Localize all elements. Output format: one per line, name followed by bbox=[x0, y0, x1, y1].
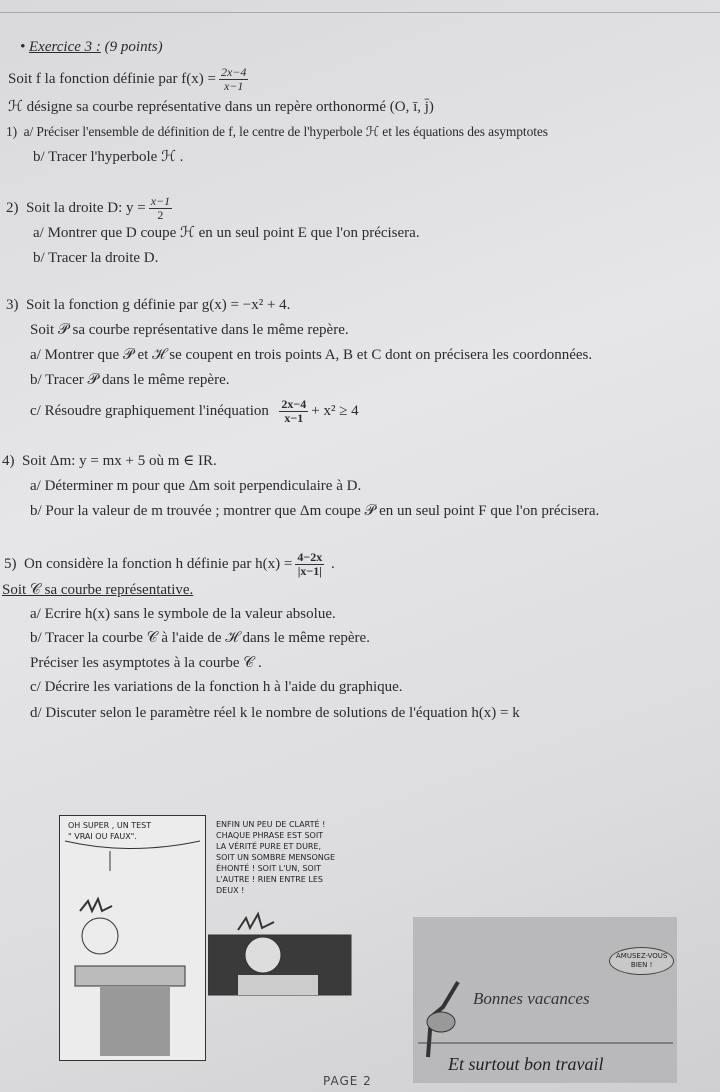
q5-a: a/ Ecrire h(x) sans le symbole de la valeur absolue. bbox=[30, 606, 336, 622]
q3-number: 3) bbox=[6, 297, 19, 313]
calvin-writing-icon bbox=[208, 815, 353, 1059]
numerator: 4−2x bbox=[297, 550, 323, 564]
q5-c: c/ Décrire les variations de la fonction h à l'aide du graphique. bbox=[30, 679, 403, 695]
denominator: 2 bbox=[157, 208, 164, 222]
q5-b: b/ Tracer la courbe 𝒞 à l'aide de ℋ dans le même repère. bbox=[30, 630, 370, 646]
q5-line: 5) On considère la fonction h définie par h(x) = $\frac{4-2x}{|x-1|}$ . bbox=[4, 550, 335, 578]
q5-curve: Soit 𝒞 sa courbe représentative. bbox=[2, 582, 194, 598]
q2-text: Soit la droite D: y = bbox=[26, 199, 146, 216]
comic-panel-2 bbox=[208, 815, 353, 1059]
comic-bubble-1: OH SUPER , UN TEST " VRAI OU FAUX". bbox=[68, 821, 152, 841]
exercise-points: (9 points) bbox=[104, 39, 163, 55]
fraction bbox=[149, 195, 172, 222]
q3-p: Soit 𝒫 sa courbe représentative dans le même repère. bbox=[30, 322, 349, 338]
intro-line bbox=[8, 66, 251, 93]
q3-a: a/ Montrer que 𝒫 et ℋ se coupent en trois points A, B et C dont on précisera les coordonnées. bbox=[30, 347, 593, 363]
q4-line bbox=[2, 452, 217, 470]
q1-b: b/ Tracer l'hyperbole ℋ . bbox=[33, 149, 184, 165]
q4-a: a/ Déterminer m pour que Δm soit perpendiculaire à D. bbox=[30, 478, 362, 494]
page-edge-line bbox=[0, 12, 720, 13]
q3-text: Soit la fonction g définie par g(x) = −x² + 4. bbox=[26, 297, 291, 313]
q2-b: b/ Tracer la droite D. bbox=[33, 250, 159, 266]
vacation-card bbox=[413, 917, 677, 1083]
denominator: x−1 bbox=[223, 79, 244, 93]
comic-panel-1 bbox=[59, 815, 206, 1061]
q5-text: On considère la fonction h définie par h(x) = bbox=[24, 555, 293, 572]
q1-a-line bbox=[6, 123, 548, 141]
comic-bubble-2: ENFIN UN PEU DE CLARTÉ ! CHAQUE PHRASE EST SOIT LA VÉRITÉ PURE ET DURE, SOIT UN SOMBRE MENSONGE ÉHONTÉ ! SOIT L'UN, SOIT L'AUTRE ! RIEN ENTRE LES DEUX ! bbox=[216, 820, 336, 895]
q5-number: 5) bbox=[4, 555, 17, 572]
q4-number: 4) bbox=[2, 453, 15, 469]
curve-definition: ℋ désigne sa courbe représentative dans un repère orthonormé (O, ī, j̄) bbox=[8, 99, 434, 115]
numerator: x−1 bbox=[150, 194, 171, 208]
fraction bbox=[279, 398, 308, 425]
q5-d: d/ Discuter selon le paramètre réel k le nombre de solutions de l'équation h(x) = k bbox=[30, 705, 520, 721]
q4-text: Soit Δm: y = mx + 5 où m ∈ IR. bbox=[22, 453, 217, 469]
q3-line bbox=[6, 296, 290, 314]
q2-a: a/ Montrer que D coupe ℋ en un seul point E que l'on précisera. bbox=[33, 225, 420, 241]
denominator: |x−1| bbox=[297, 564, 322, 578]
q3-c: c/ Résoudre graphiquement l'inéquation bbox=[30, 402, 269, 419]
q3-c-rest: + x² ≥ 4 bbox=[311, 402, 359, 419]
q2-number: 2) bbox=[6, 199, 19, 216]
card-title: Bonnes vacances bbox=[473, 989, 590, 1008]
fraction bbox=[295, 551, 324, 578]
page-number: PAGE 2 bbox=[323, 1074, 372, 1088]
fraction bbox=[219, 66, 248, 93]
intro-text: Soit f la fonction définie par f(x) = bbox=[8, 70, 216, 87]
q3-c-line bbox=[30, 398, 359, 425]
calvin-drawing-icon bbox=[60, 816, 205, 1060]
numerator: 2x−4 bbox=[220, 65, 247, 79]
q2-line bbox=[6, 195, 175, 222]
card-bubble: AMUSEZ-VOUS BIEN ! bbox=[609, 947, 674, 975]
card-subtitle: Et surtout bon travail bbox=[448, 1054, 604, 1074]
q1-a: a/ Préciser l'ensemble de définition de f, le centre de l'hyperbole ℋ et les équations des asymptotes bbox=[23, 124, 548, 139]
q4-b: b/ Pour la valeur de m trouvée ; montrer que Δm coupe 𝒫 en un seul point F que l'on précisera. bbox=[30, 503, 600, 519]
q5-asymptotes: Préciser les asymptotes à la courbe 𝒞 . bbox=[30, 655, 262, 671]
numerator: 2x−4 bbox=[281, 397, 307, 411]
q3-b: b/ Tracer 𝒫 dans le même repère. bbox=[30, 372, 230, 388]
denominator: x−1 bbox=[284, 411, 304, 425]
exercise-heading: • Exercice 3 : (9 points) bbox=[20, 39, 163, 55]
q1-number: 1) bbox=[6, 124, 18, 139]
exercise-title: Exercice 3 : bbox=[29, 39, 101, 55]
